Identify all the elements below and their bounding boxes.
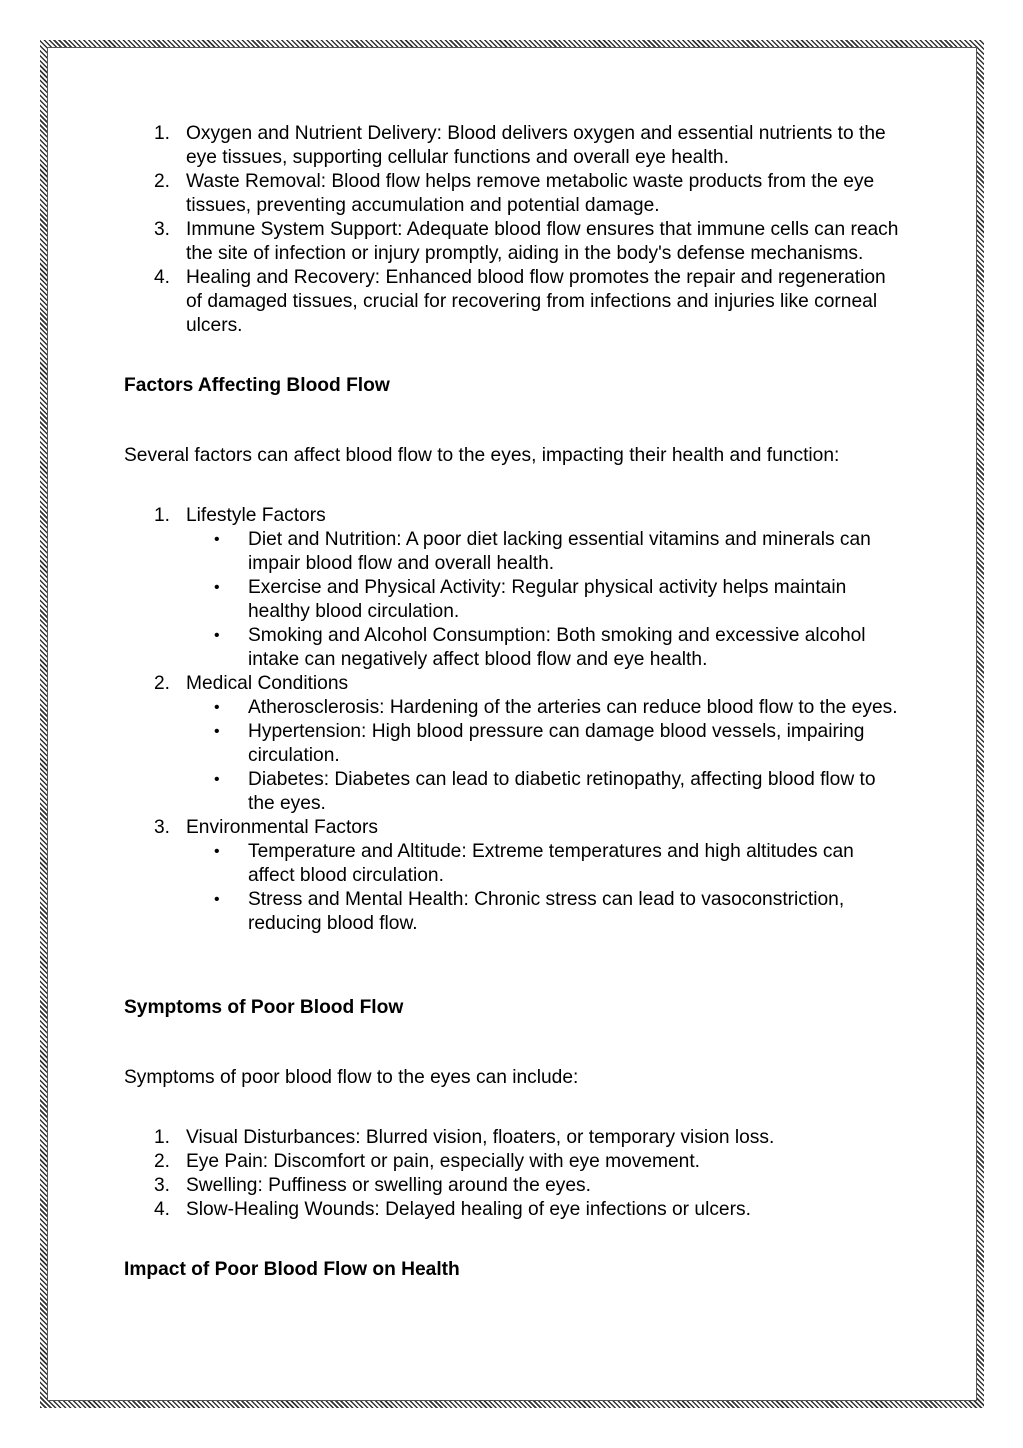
- list-number: 1.: [154, 505, 171, 526]
- list-item-text: Oxygen and Nutrient Delivery: Blood delivers oxygen and essential nutrients to the eye tissues, supporting cellular functions and overall eye health.: [186, 123, 886, 168]
- bullet-item-text: Stress and Mental Health: Chronic stress can lead to vasoconstriction, reducing blood flow.: [248, 889, 845, 934]
- factors-intro: Several factors can affect blood flow to the eyes, impacting their health and function:: [124, 445, 840, 466]
- list-number: 2.: [154, 1151, 171, 1172]
- factor-group-title: Medical Conditions: [186, 673, 349, 694]
- bullet-icon: •: [214, 843, 220, 860]
- bullet-item-text: Atherosclerosis: Hardening of the arteries can reduce blood flow to the eyes.: [248, 697, 898, 718]
- bullet-icon: •: [214, 723, 220, 740]
- bullet-item-text: Hypertension: High blood pressure can damage blood vessels, impairing circulation.: [248, 721, 865, 766]
- symptoms-list: [124, 1126, 904, 1222]
- bullet-item: [186, 888, 904, 936]
- list-item: [124, 1150, 904, 1174]
- list-item-text: Waste Removal: Blood flow helps remove metabolic waste products from the eye tissues, preventing accumulation and potential damage.: [186, 171, 875, 216]
- list-item-text: Eye Pain: Discomfort or pain, especially with eye movement.: [186, 1151, 701, 1172]
- bullet-item-text: Exercise and Physical Activity: Regular physical activity helps maintain healthy blood circulation.: [248, 577, 847, 622]
- factor-sublist: [186, 696, 904, 816]
- list-number: 2.: [154, 171, 171, 192]
- list-item: [124, 672, 904, 816]
- list-item: [124, 1198, 904, 1222]
- list-item-text: Slow-Healing Wounds: Delayed healing of eye infections or ulcers.: [186, 1199, 751, 1220]
- list-item: [124, 122, 904, 170]
- bullet-item: [186, 696, 904, 720]
- list-item: [124, 1126, 904, 1150]
- bullet-icon: •: [214, 627, 220, 644]
- list-item: [124, 218, 904, 266]
- list-number: 1.: [154, 123, 171, 144]
- factor-group-title: Lifestyle Factors: [186, 505, 326, 526]
- list-number: 2.: [154, 673, 171, 694]
- bullet-item: [186, 768, 904, 816]
- list-number: 3.: [154, 817, 171, 838]
- benefits-list: [124, 122, 904, 338]
- list-item-text: Immune System Support: Adequate blood flow ensures that immune cells can reach the site of infection or injury promptly, aiding in the body's defense mechanisms.: [186, 219, 899, 264]
- page-content: [124, 122, 904, 1282]
- list-item: [124, 1174, 904, 1198]
- list-item: [124, 504, 904, 672]
- bullet-item: [186, 624, 904, 672]
- symptoms-intro: Symptoms of poor blood flow to the eyes can include:: [124, 1067, 579, 1088]
- list-number: 3.: [154, 1175, 171, 1196]
- list-number: 3.: [154, 219, 171, 240]
- section-heading-symptoms: Symptoms of Poor Blood Flow: [124, 997, 404, 1018]
- bullet-item: [186, 528, 904, 576]
- factor-sublist: [186, 840, 904, 936]
- list-item-text: Healing and Recovery: Enhanced blood flow promotes the repair and regeneration of damaged tissues, crucial for recovering from infections and injuries like corneal ulcers.: [186, 267, 886, 336]
- list-number: 4.: [154, 1199, 171, 1220]
- section-heading-impact: Impact of Poor Blood Flow on Health: [124, 1259, 460, 1280]
- list-item: [124, 816, 904, 936]
- bullet-item-text: Diet and Nutrition: A poor diet lacking essential vitamins and minerals can impair blood flow and overall health.: [248, 529, 871, 574]
- section-heading-factors: Factors Affecting Blood Flow: [124, 375, 390, 396]
- bullet-item-text: Diabetes: Diabetes can lead to diabetic retinopathy, affecting blood flow to the eyes.: [248, 769, 876, 814]
- bullet-icon: •: [214, 579, 220, 596]
- bullet-item: [186, 840, 904, 888]
- bullet-icon: •: [214, 531, 220, 548]
- bullet-item-text: Smoking and Alcohol Consumption: Both smoking and excessive alcohol intake can negatively affect blood flow and eye health.: [248, 625, 866, 670]
- list-number: 4.: [154, 267, 171, 288]
- bullet-item: [186, 576, 904, 624]
- list-item: [124, 266, 904, 338]
- factor-sublist: [186, 528, 904, 672]
- list-item: [124, 170, 904, 218]
- factors-list: [124, 504, 904, 936]
- list-item-text: Visual Disturbances: Blurred vision, floaters, or temporary vision loss.: [186, 1127, 775, 1148]
- bullet-item: [186, 720, 904, 768]
- list-item-text: Swelling: Puffiness or swelling around the eyes.: [186, 1175, 591, 1196]
- bullet-icon: •: [214, 771, 220, 788]
- bullet-item-text: Temperature and Altitude: Extreme temperatures and high altitudes can affect blood circulation.: [248, 841, 854, 886]
- factor-group-title: Environmental Factors: [186, 817, 378, 838]
- bullet-icon: •: [214, 891, 220, 908]
- bullet-icon: •: [214, 699, 220, 716]
- list-number: 1.: [154, 1127, 171, 1148]
